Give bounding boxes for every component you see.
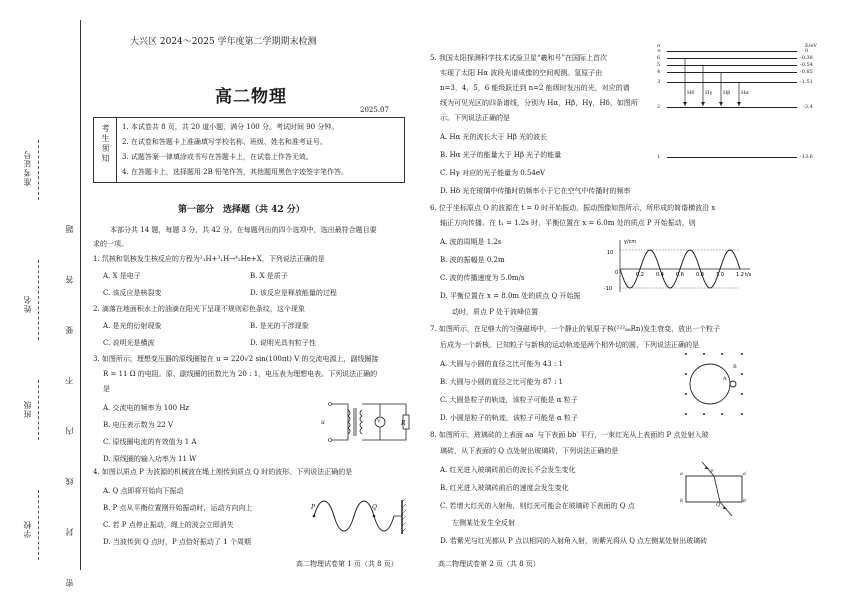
q6-option-c[interactable]: C. 波的传播速度为 5.0m/s xyxy=(440,274,525,282)
q7-option-b[interactable]: B. 大圆与小圆的直径之比可能为 87 : 1 xyxy=(440,378,563,386)
q6-option-d[interactable]: D. 平衡位置在 x = 8.0m 处的质点 Q 开始振 xyxy=(440,292,581,300)
exam-title: 大兴区 2024～2025 学年度第二学期期末检测 xyxy=(130,37,317,47)
level-n: ∞ xyxy=(657,48,662,54)
resistor-label: R xyxy=(401,420,406,427)
chart-xtick: 0.6 xyxy=(676,272,684,278)
q3-option-d[interactable]: D. 原线圈的输入功率为 11 W xyxy=(103,455,197,463)
chart-ylabel: y/cm xyxy=(624,239,637,245)
q7-stem: 7. 如图所示，在足够大的匀强磁场中，一个静止的氡原子核(²²²₈₆Rn)发生衰变，放出一个粒子 xyxy=(430,325,721,333)
q6-option-a[interactable]: A. 波的周期是 1.2s xyxy=(440,238,502,246)
chart-xtick: 0.2 xyxy=(636,272,644,278)
divider xyxy=(38,260,39,340)
h-delta-label: Hδ xyxy=(687,90,695,96)
q7-option-a[interactable]: A. 大圆与小圆的直径之比可能为 43 : 1 xyxy=(440,360,563,368)
chart-xtick: 0.4 xyxy=(656,272,664,278)
notice-box xyxy=(93,117,405,183)
level-energy: -0.85 xyxy=(800,69,813,75)
level-energy: -3.4 xyxy=(803,104,813,110)
vibration-chart xyxy=(600,236,760,294)
transformer-diagram xyxy=(318,398,410,446)
q1-option-a[interactable]: A. X 是电子 xyxy=(103,272,141,280)
q5-option-b[interactable]: B. Hα 光子的能量大于 Hβ 光子的能量 xyxy=(440,151,562,159)
notice-item: 1. 本试卷共 8 页，共 20 道小题，满分 100 分。考试时间 90 分钟。 xyxy=(122,123,339,131)
q5-stem: 实现了太阳 Hα 波段光谱成像的空间观测。氢原子由 xyxy=(440,69,603,77)
subject-title: 高二物理 xyxy=(215,87,287,107)
q3-stem: R = 11 Ω 的电阻。原、副线圈的匝数比为 20 : 1，电压表为理想电表。下列说法正确的 xyxy=(103,370,378,378)
chart-xlabel: t/s xyxy=(745,272,752,278)
q1-option-b[interactable]: B. X 是质子 xyxy=(250,272,288,280)
seal-line xyxy=(80,20,81,570)
level-n: 6 xyxy=(657,55,661,61)
q6-option-b[interactable]: B. 波的振幅是 0.2m xyxy=(440,256,505,264)
chart-xtick: 1.2 xyxy=(736,272,744,278)
notice-item: 4. 在答题卡上，选择题用 2B 铅笔作答，其他题用黑色字迹签字笔作答。 xyxy=(122,168,348,176)
circle-label-a: A xyxy=(723,376,727,382)
seal-line-text: 密 封 线 内 不 要 答 题 xyxy=(65,205,74,587)
part1-intro: 求的一项。 xyxy=(93,240,128,248)
q8-stem: 8. 如图所示，玻璃砖的上表面 aa′ 与下表面 bb′ 平行，一束红光从上表面的 P 点处射入玻 xyxy=(430,431,709,439)
exam-number-label: 准考证号 xyxy=(23,150,32,186)
q8-option-a[interactable]: A. 红光进入玻璃砖前后的波长不会发生变化 xyxy=(440,466,576,474)
surface-b: b xyxy=(680,498,684,504)
q7-stem: 后成为一个新核。已知粒子与新核的运动轨迹是两个相外切的圆，下列说法正确的是 xyxy=(440,341,699,349)
h-beta-label: Hβ xyxy=(723,90,731,96)
chart-origin-label: 0 xyxy=(615,270,619,276)
transformer-u-label: u xyxy=(321,419,325,426)
rope-wave-diagram xyxy=(310,494,410,540)
notice-label: 考生须知 xyxy=(101,124,110,164)
q5-option-c[interactable]: C. Hγ 对应的光子能量为 0.54eV xyxy=(440,169,546,177)
q5-option-d[interactable]: D. Hδ 光在玻璃中传播时的频率小于它在空气中传播时的频率 xyxy=(440,187,631,195)
energy-axis-label: E/eV xyxy=(805,43,817,49)
magnetic-field-diagram xyxy=(680,348,750,420)
level-energy: -13.6 xyxy=(800,154,813,160)
q5-option-a[interactable]: A. Hα 光的波长大于 Hβ 光的波长 xyxy=(440,133,548,141)
q8-option-c[interactable]: C. 若增大红光的入射角，则红光可能会在玻璃砖下表面的 Q 点 xyxy=(440,502,635,510)
q5-stem: 5. 我国太阳探测科学技术试验卫星“羲和号”在国际上首次 xyxy=(430,54,608,62)
level-n: 1 xyxy=(657,154,661,160)
n-axis-label: n xyxy=(657,43,661,49)
class-label: 班级 xyxy=(23,400,32,418)
q4-stem: 4. 如图以质点 P 为波源的机械波在绳上刚传到质点 Q 时的波形。下列说法正确的是 xyxy=(93,468,353,476)
part1-intro: 本部分共 14 题，每题 3 分，共 42 分。在每题列出的四个选项中，选出最符合题目要 xyxy=(110,226,377,234)
part1-title: 第一部分 选择题（共 42 分） xyxy=(178,205,305,215)
level-energy: -1.51 xyxy=(800,79,813,85)
q8-option-c-cont: 左侧某处发生全反射 xyxy=(452,519,515,527)
footer-page-2: 高二物理试卷第 2 页（共 8 页） xyxy=(438,560,540,568)
q2-stem: 2. 滴落在地面积水上的油滴在阳光下呈现不规则彩色条纹，这个现象 xyxy=(93,305,305,313)
circle-label-b: B xyxy=(733,364,737,370)
q5-stem: n=3，4，5，6 能级跃迁到 n=2 能级时发出的光，对应的谱 xyxy=(440,84,630,92)
exam-date: 2025.07 xyxy=(360,106,389,114)
wave-p-label: P xyxy=(311,504,316,511)
q6-stem: 6. 位于坐标原点 O 的波源在 t = 0 时开始振动，振动图像如图所示，所形成的简谐横波沿 x xyxy=(430,204,716,212)
q6-option-d-cont: 动时，质点 P 处于波峰位置 xyxy=(452,308,539,316)
divider xyxy=(38,140,39,200)
level-n: 5 xyxy=(657,62,661,68)
name-label: 姓名 xyxy=(23,295,32,313)
glass-block-diagram xyxy=(680,460,750,520)
point-p: P xyxy=(710,469,714,475)
q3-option-a[interactable]: A. 交流电的频率为 100 Hz xyxy=(103,404,190,412)
q3-option-b[interactable]: B. 电压表示数为 22 V xyxy=(103,421,174,429)
q2-option-c[interactable]: C. 说明光是横波 xyxy=(103,339,155,347)
q3-stem: 3. 如图所示，理想变压器的原线圈接在 u = 220√2 sin(100πt) V 的交流电源上，副线圈接 xyxy=(93,355,379,363)
h-gamma-label: Hγ xyxy=(705,90,713,96)
divider xyxy=(38,490,39,560)
energy-level-diagram xyxy=(655,42,825,167)
level-energy: -0.38 xyxy=(800,55,813,61)
q5-stem: 线为可见光区的四条谱线，分别为 Hα，Hβ，Hγ，Hδ，如图所 xyxy=(440,99,638,107)
h-alpha-label: Hα xyxy=(741,90,749,96)
q2-option-d[interactable]: D. 说明光具有粒子性 xyxy=(250,339,316,347)
level-energy: 0 xyxy=(805,48,809,54)
chart-ytick: -10 xyxy=(604,286,613,292)
q1-option-d[interactable]: D. 该反应是释放能量的过程 xyxy=(250,289,337,297)
q4-option-c[interactable]: C. 若 P 点停止振动，绳上的波会立即消失 xyxy=(103,521,234,529)
q5-stem: 示。下列说法正确的是 xyxy=(440,114,510,122)
footer-page-1: 高二物理试卷第 1 页（共 8 页） xyxy=(296,560,398,568)
chart-xtick: 0.8 xyxy=(696,272,704,278)
q6-stem: 轴正方向传播。在 t₁ = 1.2s 时，平衡位置在 x = 6.0m 处的质点 P 开始振动，则 xyxy=(440,219,696,227)
chart-xtick: 1.0 xyxy=(716,272,724,278)
level-n: 4 xyxy=(657,69,661,75)
q4-option-a[interactable]: A. Q 点即将开始向下振动 xyxy=(103,487,184,495)
transition-arrows xyxy=(655,42,825,167)
q7-option-c[interactable]: C. 大圆是粒子的轨迹，该粒子可能是 α 粒子 xyxy=(440,396,578,404)
q2-option-a[interactable]: A. 是光的衍射现象 xyxy=(103,322,162,330)
q7-option-d[interactable]: D. 小圆是粒子的轨迹，该粒子可能是 α 粒子 xyxy=(440,414,578,422)
q8-option-d[interactable]: D. 若紫光与红光都从 P 点以相同的入射角入射，则紫光将从 Q 点左侧某处射出玻璃砖 xyxy=(440,537,708,545)
q4-option-b[interactable]: B. P 点从平衡位置刚开始振动时，运动方向向上 xyxy=(103,504,253,512)
q3-option-c[interactable]: C. 原线圈电流的有效值为 1 A xyxy=(103,438,197,446)
notice-item: 2. 在试卷和答题卡上准确填写学校名称、班级、姓名和准考证号。 xyxy=(122,138,327,146)
wave-q-label: Q xyxy=(372,504,377,511)
q1-option-c[interactable]: C. 该反应是核裂变 xyxy=(103,289,162,297)
q8-stem: 璃砖，从下表面的 Q 点处射出玻璃砖，下列说法正确的是 xyxy=(440,447,619,455)
surface-a: a xyxy=(680,471,683,477)
voltmeter-label: V xyxy=(377,418,381,424)
level-n: 3 xyxy=(657,79,661,85)
q1-stem: 1. 氘核和氚核发生核反应的方程为²₁H+³₁H→⁴₂He+X，下列说法正确的是 xyxy=(93,255,325,263)
divider xyxy=(38,380,39,440)
q4-option-d[interactable]: D. 当波传到 Q 点时，P 点恰好振动了 1 个周期 xyxy=(103,538,251,546)
level-energy: -0.54 xyxy=(800,62,813,68)
notice-item: 3. 试题答案一律填涂或书写在答题卡上，在试卷上作答无效。 xyxy=(122,153,313,161)
q3-stem: 是 xyxy=(103,385,110,393)
chart-axes xyxy=(620,240,750,292)
level-n: 2 xyxy=(657,104,661,110)
divider xyxy=(116,118,117,182)
chart-ytick: 10 xyxy=(607,250,614,256)
point-q: Q xyxy=(716,502,721,508)
school-label: 学校 xyxy=(23,520,32,538)
q2-option-b[interactable]: B. 是光的干涉现象 xyxy=(250,322,309,330)
surface-a-prime: a′ xyxy=(743,471,748,477)
surface-b-prime: b′ xyxy=(743,498,748,504)
q8-option-b[interactable]: B. 红光进入玻璃砖前后的速度会发生变化 xyxy=(440,484,569,492)
